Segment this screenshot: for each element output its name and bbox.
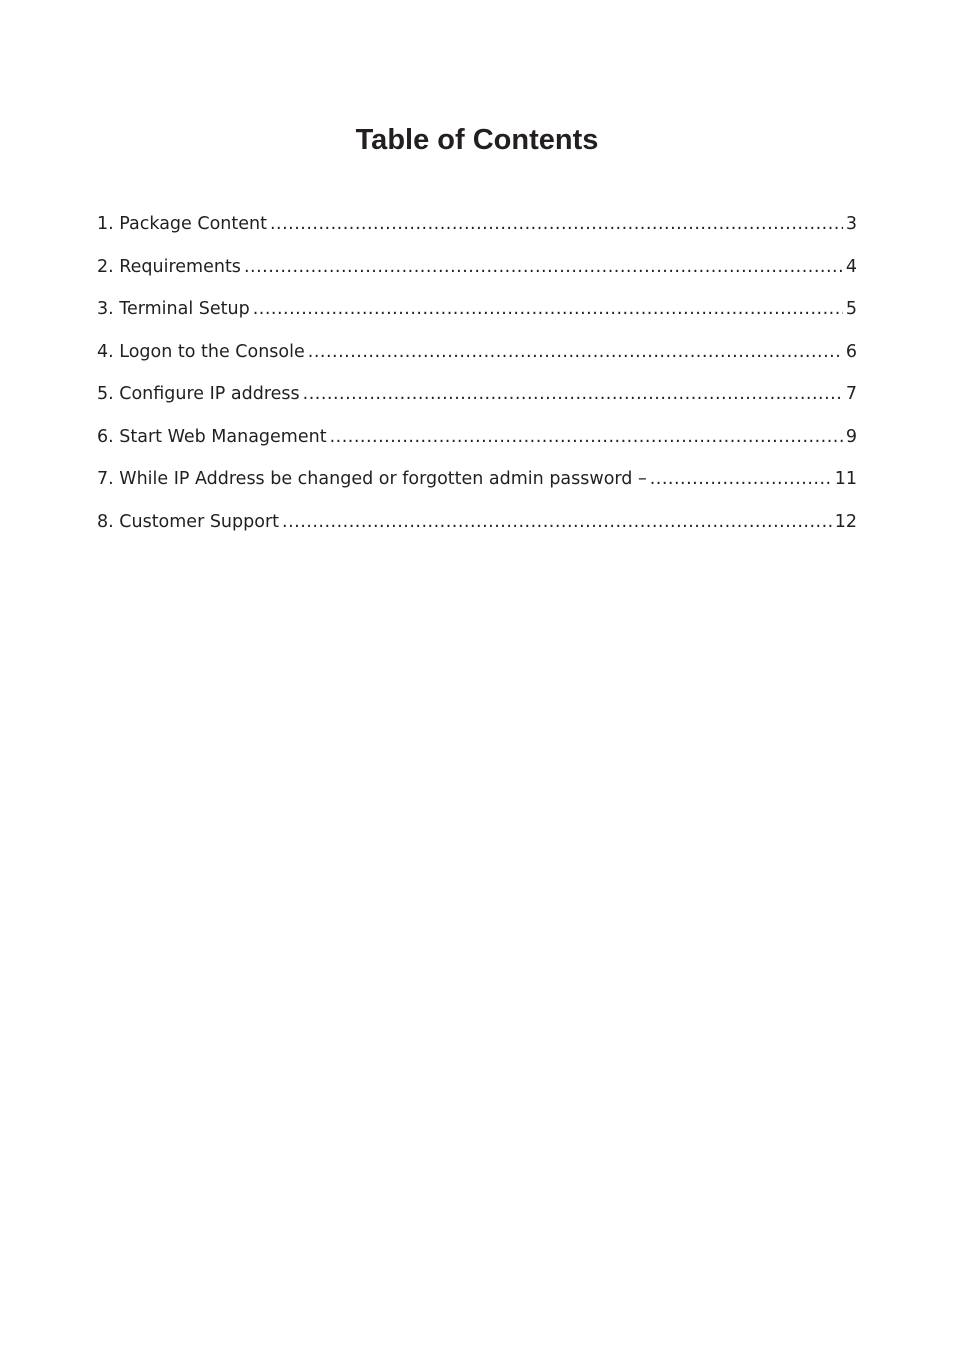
dot-leader bbox=[244, 253, 843, 281]
toc-entry-package-content[interactable] bbox=[97, 210, 857, 253]
toc-entry-label: 7. While IP Address be changed or forgotten admin password – bbox=[97, 469, 647, 489]
toc-entry-terminal-setup[interactable] bbox=[97, 295, 857, 338]
toc-entry-page: 4 bbox=[845, 256, 857, 277]
toc-entry-page: 5 bbox=[845, 299, 857, 319]
toc-entry-label: 4. Logon to the Console bbox=[97, 341, 305, 362]
toc-entry-label: 1. Package Content bbox=[97, 214, 267, 234]
toc-entry-page: 11 bbox=[834, 469, 857, 489]
toc-entry-label: 8. Customer Support bbox=[97, 511, 280, 532]
toc-entry-customer-support[interactable] bbox=[97, 508, 857, 551]
page-title: Table of Contents bbox=[355, 124, 599, 156]
dot-leader bbox=[282, 508, 832, 536]
dot-leader bbox=[253, 295, 843, 323]
toc-entry-page: 12 bbox=[834, 511, 857, 532]
toc-entry-page: 7 bbox=[845, 384, 857, 404]
toc-entry-label: 2. Requirements bbox=[97, 256, 241, 277]
toc-entry-label: 5. Configure IP address bbox=[97, 384, 300, 404]
dot-leader bbox=[270, 210, 843, 238]
toc-list bbox=[97, 210, 857, 550]
toc-entry-web-management[interactable] bbox=[97, 423, 857, 466]
dot-leader bbox=[330, 423, 843, 451]
toc-entry-logon-console[interactable] bbox=[97, 338, 857, 381]
toc-entry-label: 6. Start Web Management bbox=[97, 426, 327, 447]
toc-entry-ip-changed-password[interactable] bbox=[97, 465, 857, 508]
toc-entry-label: 3. Terminal Setup bbox=[97, 299, 250, 319]
toc-entry-requirements[interactable] bbox=[97, 253, 857, 296]
dot-leader bbox=[650, 465, 832, 493]
toc-entry-page: 6 bbox=[845, 341, 857, 362]
dot-leader bbox=[303, 380, 843, 408]
dot-leader bbox=[308, 338, 843, 366]
toc-entry-page: 9 bbox=[845, 426, 857, 447]
toc-entry-configure-ip[interactable] bbox=[97, 380, 857, 423]
toc-entry-page: 3 bbox=[845, 214, 857, 234]
